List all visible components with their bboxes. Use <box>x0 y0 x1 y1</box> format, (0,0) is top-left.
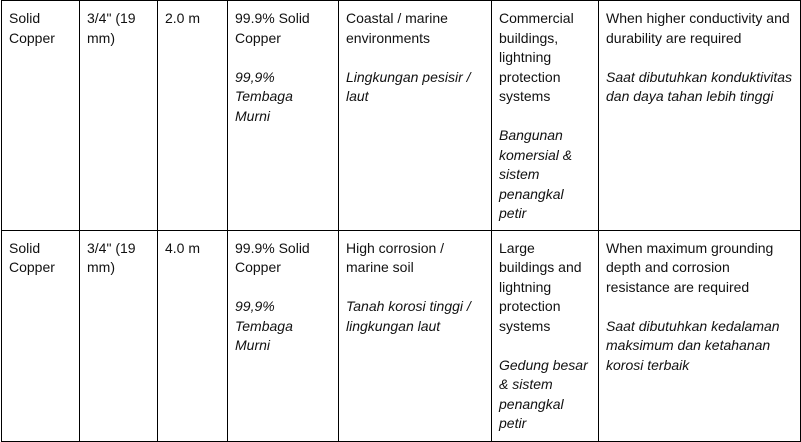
environment-en: High corrosion / marine soil <box>346 239 445 275</box>
application-en: Large buildings and lightning protection systems <box>499 239 582 334</box>
application-en: Commercial buildings, lightning protection systems <box>499 10 574 104</box>
application-cell <box>492 1 599 231</box>
diameter-text: 3/4" (19 mm) <box>87 239 136 275</box>
material-text: Solid Copper <box>9 239 55 275</box>
reason-en: When maximum grounding depth and corrosion resistance are required <box>606 239 774 295</box>
length-cell <box>158 230 228 441</box>
reason-en: When higher conductivity and durability are required <box>606 10 790 46</box>
product-spec-table <box>1 0 801 442</box>
environment-cell <box>339 230 492 441</box>
material-text: Solid Copper <box>9 10 55 46</box>
purity-en: 99.9% Solid Copper <box>235 10 310 46</box>
length-text: 4.0 m <box>165 239 201 256</box>
purity-id: 99,9% Tembaga Murni <box>235 68 293 124</box>
application-id: Gedung besar & sistem penangkal petir <box>499 356 588 431</box>
purity-cell <box>228 230 339 441</box>
table-row <box>2 1 801 231</box>
diameter-cell <box>80 1 158 231</box>
environment-cell <box>339 1 492 231</box>
purity-cell <box>228 1 339 231</box>
reason-id: Saat dibutuhkan konduktivitas dan daya tahan lebih tinggi <box>606 68 793 104</box>
table-row <box>2 230 801 441</box>
length-cell <box>158 1 228 231</box>
reason-id: Saat dibutuhkan kedalaman maksimum dan ketahanan korosi terbaik <box>606 317 780 373</box>
material-cell <box>2 1 80 231</box>
application-id: Bangunan komersial & sistem penangkal petir <box>499 127 573 221</box>
reason-cell <box>599 1 801 231</box>
application-cell <box>492 230 599 441</box>
environment-id: Lingkungan pesisir / laut <box>346 68 471 104</box>
reason-cell <box>599 230 801 441</box>
length-text: 2.0 m <box>165 10 201 26</box>
environment-en: Coastal / marine environments <box>346 10 448 46</box>
purity-id: 99,9% Tembaga Murni <box>235 298 293 353</box>
diameter-cell <box>80 230 158 441</box>
purity-en: 99.9% Solid Copper <box>235 239 310 275</box>
material-cell <box>2 230 80 441</box>
diameter-text: 3/4" (19 mm) <box>87 10 136 46</box>
environment-id: Tanah korosi tinggi / lingkungan laut <box>346 298 471 334</box>
